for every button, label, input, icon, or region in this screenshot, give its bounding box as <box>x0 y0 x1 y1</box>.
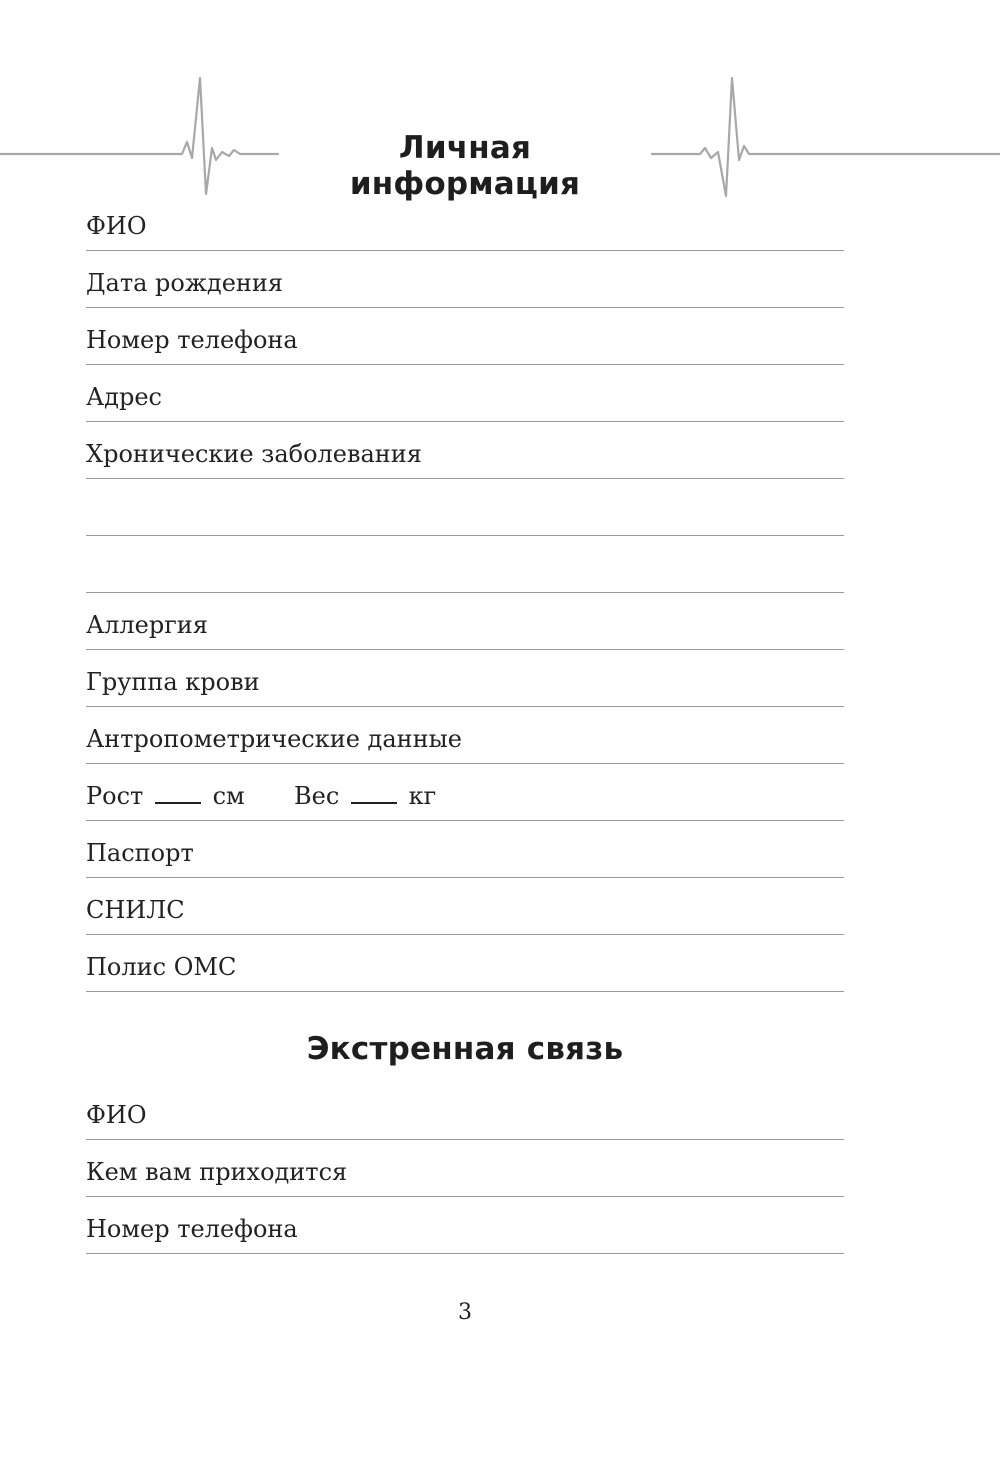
page-number: 3 <box>458 1300 472 1325</box>
height-weight-field <box>86 764 844 821</box>
chronic-diseases-line-3[interactable] <box>86 536 844 593</box>
weight-label: Вес <box>294 782 340 810</box>
emergency-fio-label: ФИО <box>86 1101 147 1129</box>
height-label: Рост <box>86 782 144 810</box>
emergency-phone-field[interactable] <box>86 1197 844 1254</box>
blood-group-label: Группа крови <box>86 668 260 696</box>
weight-unit: кг <box>408 782 437 810</box>
birth-date-field[interactable] <box>86 251 844 308</box>
oms-label: Полис ОМС <box>86 953 237 981</box>
emergency-title: Экстренная связь <box>306 1031 624 1067</box>
anthropometry-label: Антропометрические данные <box>86 725 462 753</box>
weight-blank[interactable] <box>351 801 397 804</box>
emergency-relation-label: Кем вам приходится <box>86 1158 348 1186</box>
chronic-diseases-line-2[interactable] <box>86 479 844 536</box>
anthropometry-field <box>86 707 844 764</box>
height-blank[interactable] <box>155 801 201 804</box>
birth-date-label: Дата рождения <box>86 269 284 297</box>
chronic-diseases-field[interactable] <box>86 422 844 479</box>
snils-field[interactable] <box>86 878 844 935</box>
oms-field[interactable] <box>86 935 844 992</box>
height-unit: см <box>212 782 245 810</box>
height-weight-row <box>86 782 436 810</box>
passport-field[interactable] <box>86 821 844 878</box>
blood-group-field[interactable] <box>86 650 844 707</box>
emergency-relation-field[interactable] <box>86 1140 844 1197</box>
fio-label: ФИО <box>86 212 147 240</box>
fio-field[interactable] <box>86 194 844 251</box>
emergency-fio-field[interactable] <box>86 1083 844 1140</box>
phone-field[interactable] <box>86 308 844 365</box>
address-label: Адрес <box>86 383 162 411</box>
chronic-diseases-label: Хронические заболевания <box>86 440 422 468</box>
snils-label: СНИЛС <box>86 896 185 924</box>
passport-label: Паспорт <box>86 839 194 867</box>
phone-label: Номер телефона <box>86 326 298 354</box>
emergency-phone-label: Номер телефона <box>86 1215 298 1243</box>
allergy-field[interactable] <box>86 593 844 650</box>
page-title: Личная информация <box>349 130 581 202</box>
allergy-label: Аллергия <box>86 611 208 639</box>
address-field[interactable] <box>86 365 844 422</box>
